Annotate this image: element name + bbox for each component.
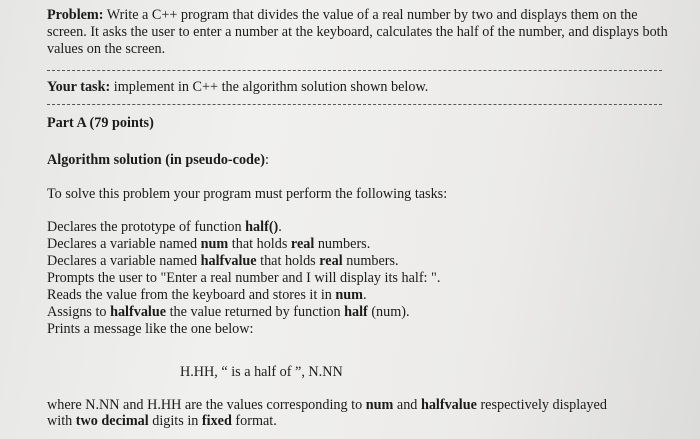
task-item-2 [47,236,440,253]
task-item-3 [47,253,440,270]
part-a-heading [47,115,154,132]
task-6-mid: the value returned by function [166,304,345,320]
task-1-end: . [278,219,282,235]
where-num: num [365,397,394,413]
task-3-var: halfvalue [200,253,257,269]
task-2-mid: that holds [228,236,291,252]
where-two-decimal: two decimal [75,413,149,429]
task-item-4: Prompts the user to "Enter a real number and I will display its half: ". [47,270,441,286]
sample-output: H.HH, “ is a half of ”, N.NN [180,364,343,380]
task-2-text: Declares a variable named [47,236,201,252]
task-5-var: num [335,287,364,303]
where-fixed: fixed [201,413,232,429]
where-line-1 [47,397,607,414]
where-text-c: and [393,397,421,413]
task-label: Your task: [47,79,111,95]
task-1-text: Declares the prototype of function [47,219,246,235]
task-6-end: (num). [367,304,410,320]
task-2-end: numbers. [314,236,371,252]
problem-statement [47,7,672,58]
part-a-title: Part A (79 points) [47,115,154,131]
task-item-6 [47,304,440,321]
task-2-var: num [200,236,229,252]
task-1-func: half() [245,219,279,235]
task-list [47,219,440,338]
algorithm-intro: To solve this problem your program must perform the following tasks: [47,186,448,202]
task-2-type: real [290,236,315,252]
task-6-var: halfvalue [110,304,167,320]
task-6-text: Assigns to [47,304,111,320]
algorithm-colon: : [264,152,269,168]
divider-2 [47,104,662,105]
task-5-text: Reads the value from the keyboard and stores it in [47,287,336,303]
where-text-f: with [47,413,76,429]
task-6-func: half [344,304,368,320]
task-item-1 [47,219,440,236]
where-line-2 [47,413,277,430]
task-item-5 [47,287,440,304]
algorithm-title: Algorithm solution (in pseudo-code) [47,152,265,168]
where-text-j: format. [231,413,277,429]
task-line [47,79,428,96]
where-text-h: digits in [148,413,202,429]
divider-1 [47,70,662,71]
task-3-end: numbers. [342,253,399,269]
task-text: implement in C++ the algorithm solution shown below. [110,79,429,95]
where-halfvalue: halfvalue [420,397,477,413]
problem-text: Write a C++ program that divides the value of a real number by two and displays them on the screen. It asks the user to enter a number at the keyboard, calculates the half of the number, and displays both values on the screen. [47,7,668,57]
task-3-mid: that holds [256,253,320,269]
task-3-text: Declares a variable named [47,253,201,269]
task-item-7: Prints a message like the one below: [47,321,254,337]
problem-label: Problem: [47,7,104,23]
task-3-type: real [319,253,343,269]
task-5-end: . [363,287,367,303]
where-text-e: respectively displayed [476,397,607,413]
where-text-a: where N.NN and H.HH are the values corresponding to [47,397,366,413]
algorithm-heading [47,152,269,169]
